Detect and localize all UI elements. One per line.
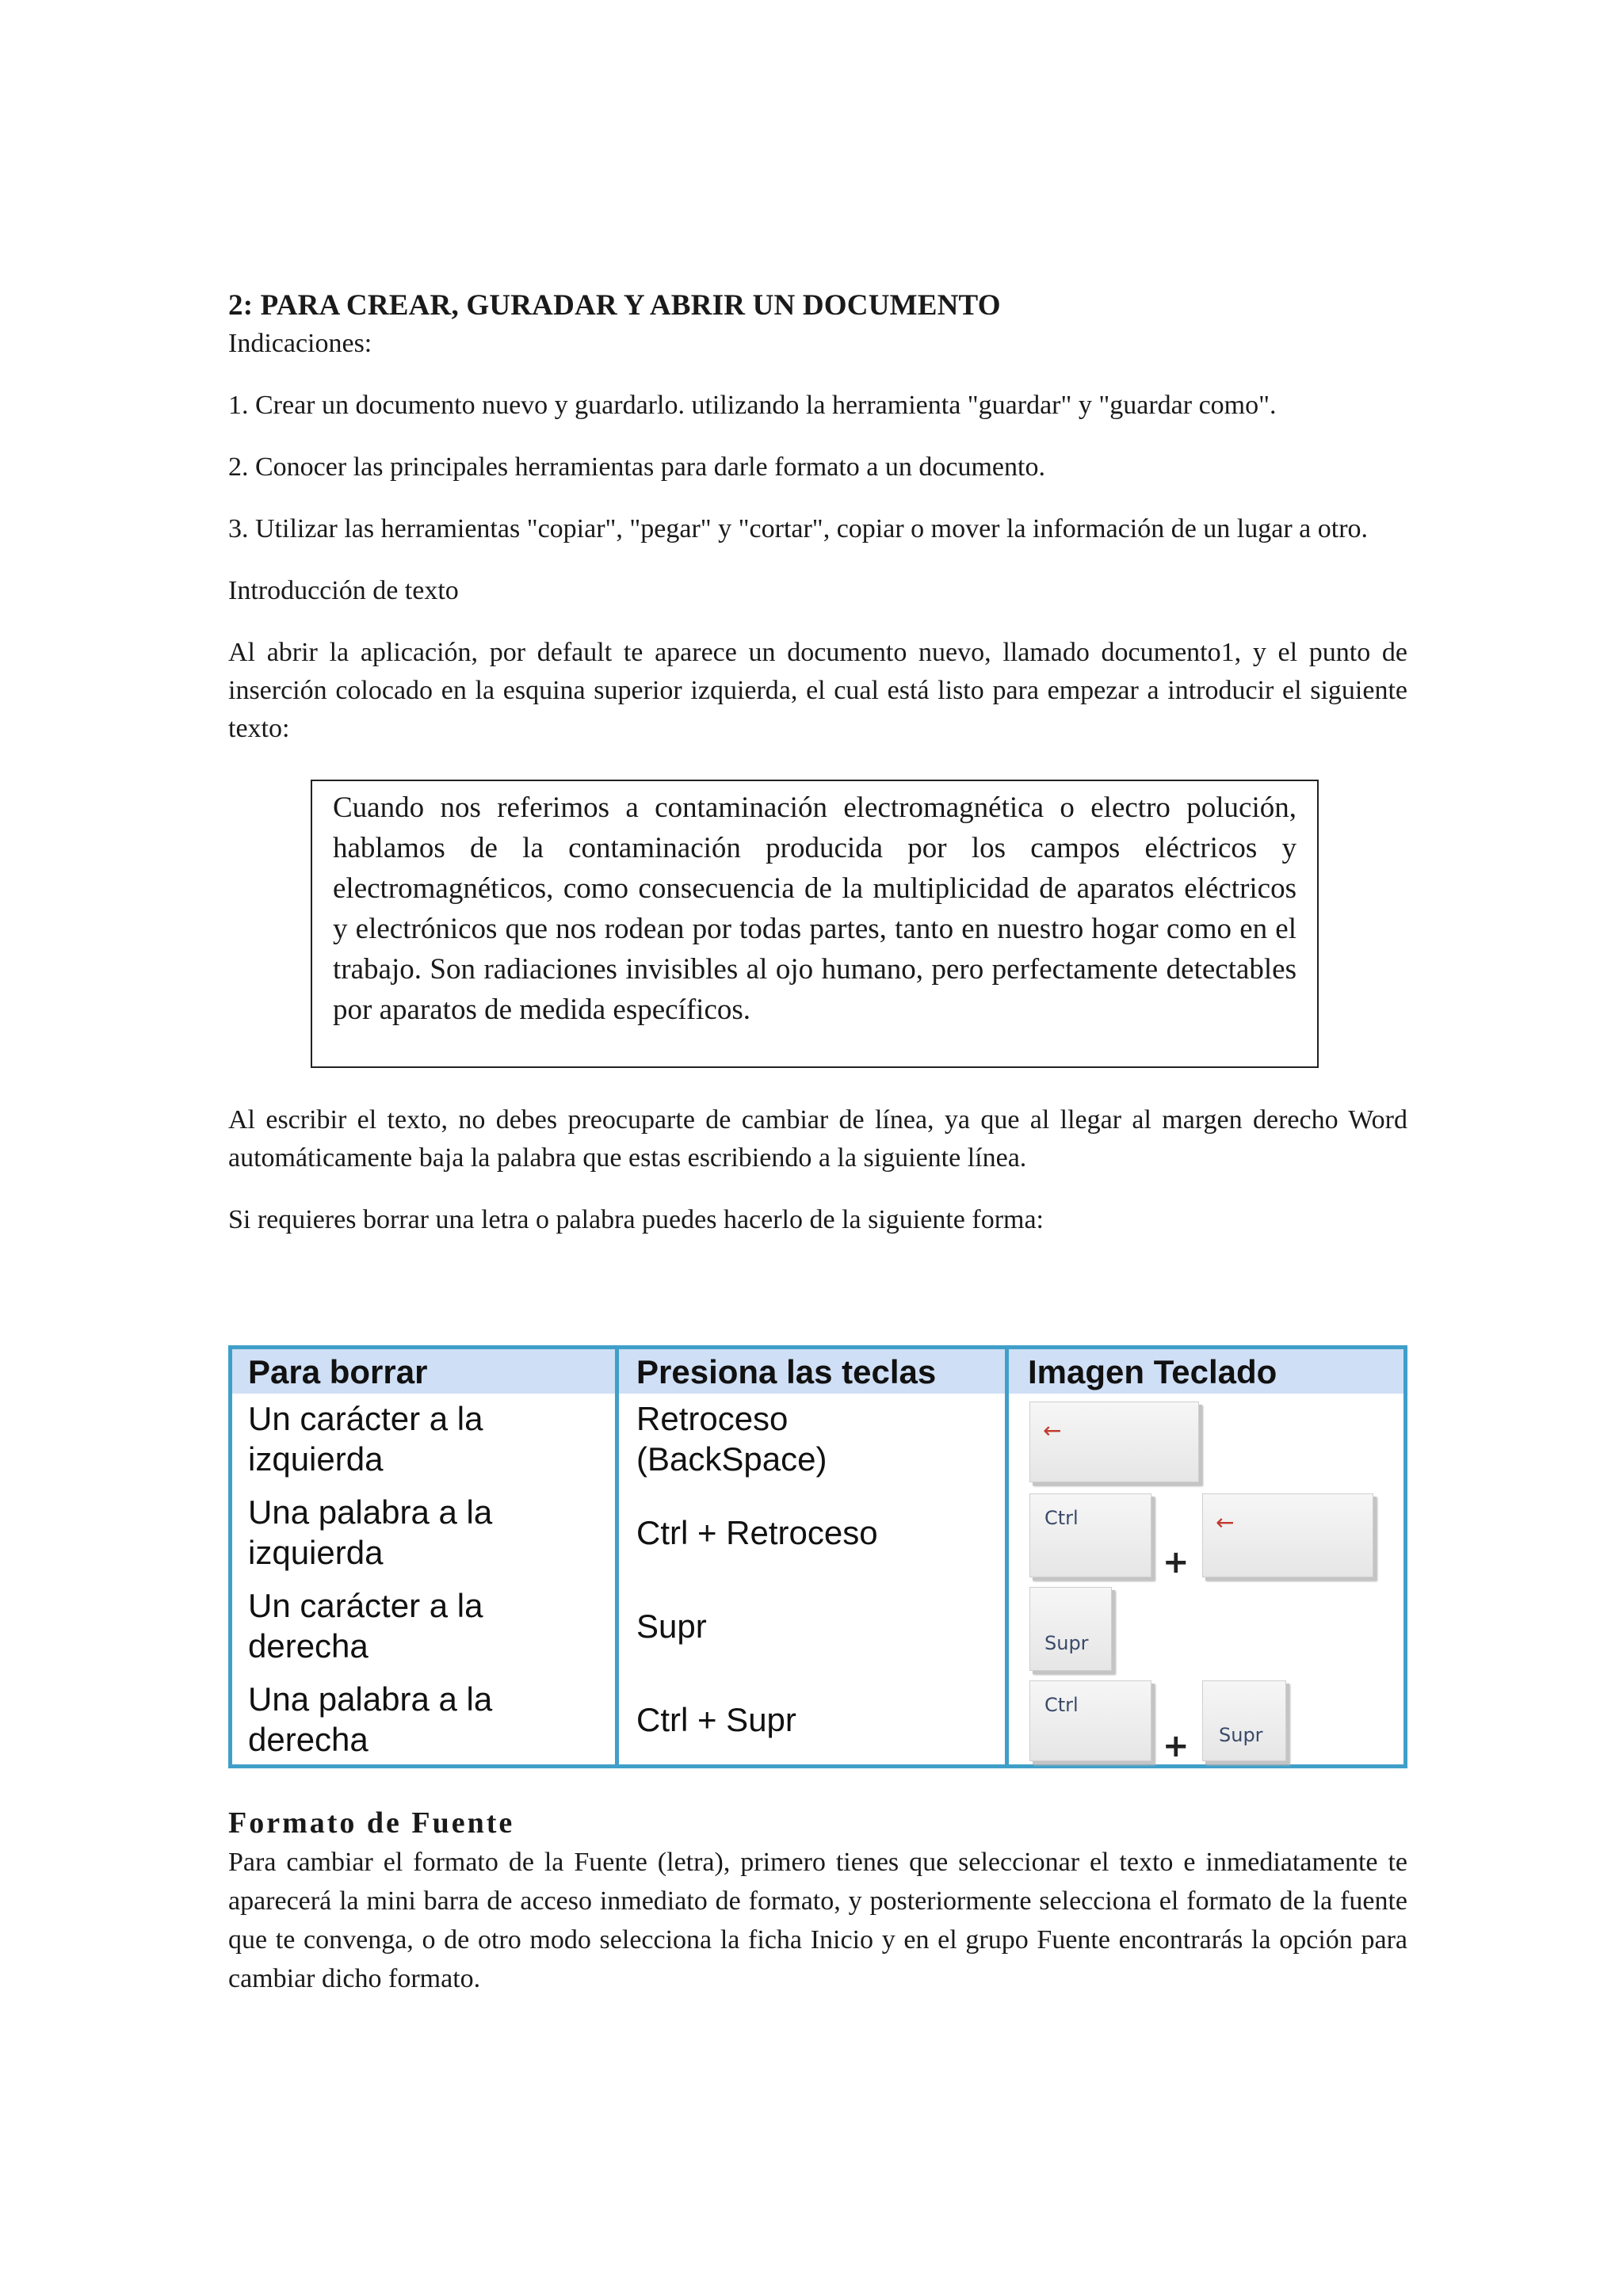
supr-key-image-2: [1202, 1680, 1286, 1761]
backspace-key-image: [1029, 1402, 1199, 1482]
table-row-3-keys: Supr: [636, 1608, 707, 1645]
sample-text-box: [311, 780, 1319, 1068]
backspace-arrow-icon-2: ←: [1216, 1509, 1235, 1535]
table-row-1-what: Un carácter a la izquierda: [248, 1400, 483, 1478]
table-row-2-keys: Ctrl + Retroceso: [636, 1514, 878, 1551]
ctrl-key-label-2: Ctrl: [1044, 1694, 1079, 1716]
table-row-1-keys: Retroceso (BackSpace): [636, 1400, 827, 1478]
instruction-item-3: 3. Utilizar las herramientas "copiar", "pegar" y "cortar", copiar o mover la información de un lugar a otro.: [228, 514, 1369, 543]
table-row-3-what: Un carácter a la derecha: [248, 1587, 483, 1665]
intro-title: Introducción de texto: [228, 576, 459, 605]
instruction-item-2: 2. Conocer las principales herramientas para darle formato a un documento.: [228, 452, 1045, 482]
supr-key-image: [1029, 1587, 1112, 1671]
sample-text: Cuando nos referimos a contaminación electromagnética o electro polución, hablamos de la contaminación producida por los campos eléctricos y electromagnéticos, como consecuencia de la multiplicidad de aparatos eléctricos y electrónicos que nos rodean por todas partes, tanto en nuestro hogar como en el trabajo. Son radiaciones invisibles al ojo humano, pero perfectamente detectables por aparatos de medida específicos.: [333, 791, 1296, 1026]
ctrl-key-label: Ctrl: [1044, 1507, 1079, 1529]
header-imagen-teclado: Imagen Teclado: [1028, 1353, 1277, 1390]
erase-intro: Si requieres borrar una letra o palabra puedes hacerlo de la siguiente forma:: [228, 1205, 1044, 1234]
supr-key-label: Supr: [1044, 1632, 1089, 1654]
ctrl-key-image-2: [1029, 1680, 1151, 1761]
erase-keys-table: [228, 1345, 1407, 1768]
backspace-key-image-2: [1202, 1493, 1373, 1577]
after-quote-paragraph: Al escribir el texto, no debes preocuparte de cambiar de línea, ya que al llegar al margen derecho Word automáticamente baja la palabra que estas escribiendo a la siguiente línea.: [228, 1105, 1407, 1173]
supr-key-label-2: Supr: [1219, 1724, 1263, 1746]
plus-sign: +: [1163, 1544, 1190, 1581]
plus-sign-2: +: [1163, 1728, 1190, 1764]
section-heading: 2: PARA CREAR, GURADAR Y ABRIR UN DOCUMENTO: [228, 289, 1001, 322]
backspace-arrow-icon: ←: [1043, 1417, 1062, 1444]
intro-paragraph: Al abrir la aplicación, por default te aparece un documento nuevo, llamado documento1, y el punto de inserción colocado en la esquina superior izquierda, el cual está listo para empezar a introducir el siguiente texto:: [228, 638, 1407, 743]
instruction-item-1: 1. Crear un documento nuevo y guardarlo. utilizando la herramienta "guardar" y "guardar como".: [228, 391, 1277, 420]
header-presiona-teclas: Presiona las teclas: [636, 1353, 937, 1390]
indications-label: Indicaciones:: [228, 329, 372, 358]
table-row-4-keys: Ctrl + Supr: [636, 1701, 796, 1738]
ctrl-key-image: [1029, 1493, 1151, 1577]
table-row-2-what: Una palabra a la izquierda: [248, 1493, 493, 1571]
document-body: [228, 287, 1407, 1239]
font-format-heading: Formato de Fuente: [228, 1806, 515, 1840]
table-row-4-what: Una palabra a la derecha: [248, 1680, 493, 1758]
header-para-borrar: Para borrar: [248, 1353, 428, 1390]
font-format-paragraph: Para cambiar el formato de la Fuente (letra), primero tienes que seleccionar el texto e inmediatamente te aparecerá la mini barra de acceso inmediato de formato, y posteriormente selecciona el formato de la fuente que te convenga, o de otro modo selecciona la ficha Inicio y en el grupo Fuente encontrarás la opción para cambiar dicho formato.: [228, 1848, 1407, 1993]
